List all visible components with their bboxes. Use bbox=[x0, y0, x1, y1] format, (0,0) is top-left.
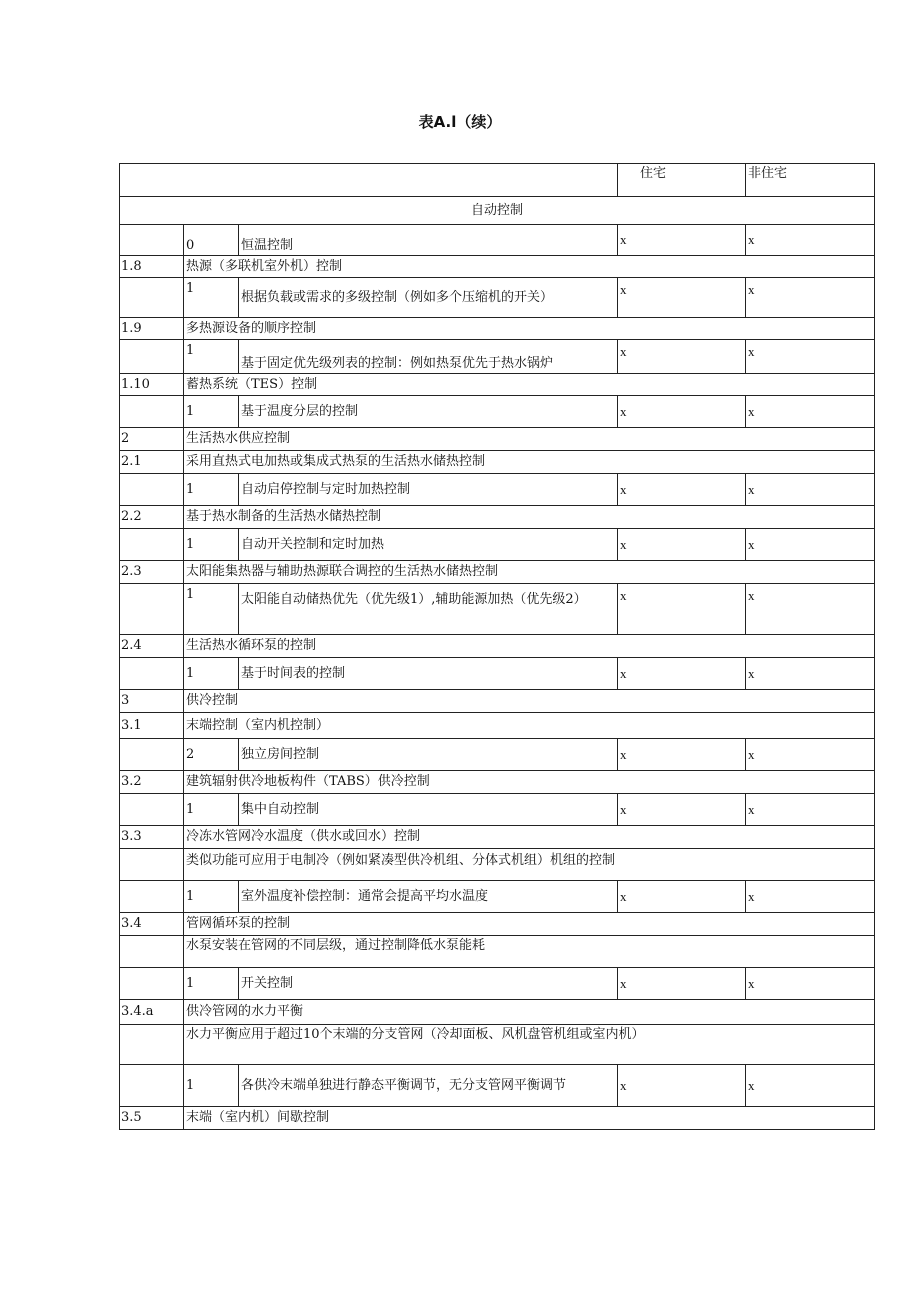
level-cell: 1 bbox=[184, 529, 239, 561]
table-row bbox=[120, 506, 875, 529]
section-number: 2.2 bbox=[120, 506, 184, 529]
level-cell: 1 bbox=[184, 474, 239, 506]
section-title: 建筑辐射供冷地板构件（TABS）供冷控制 bbox=[184, 771, 875, 794]
table-row bbox=[120, 256, 875, 278]
section-note: 水力平衡应用于超过10个末端的分支管网（冷却面板、风机盘管机组或室内机） bbox=[184, 1025, 875, 1065]
section-number: 2 bbox=[120, 428, 184, 451]
item-text: 太阳能自动储热优先（优先级1）,辅助能源加热（优先级2） bbox=[239, 584, 618, 635]
header-residential: 住宅 bbox=[618, 164, 746, 197]
table-row bbox=[120, 635, 875, 658]
section-number: 1.8 bbox=[120, 256, 184, 278]
table-row bbox=[120, 1025, 875, 1065]
item-text: 基于温度分层的控制 bbox=[239, 396, 618, 428]
non-residential-mark: x bbox=[746, 396, 875, 428]
table-row bbox=[120, 936, 875, 968]
table-row bbox=[120, 318, 875, 340]
header-blank bbox=[120, 164, 618, 197]
residential-mark: x bbox=[618, 529, 746, 561]
item-text: 根据负载或需求的多级控制（例如多个压缩机的开关） bbox=[239, 278, 618, 318]
section-title: 冷冻水管网冷水温度（供水或回水）控制 bbox=[184, 826, 875, 849]
header-row bbox=[120, 164, 875, 197]
residential-mark: x bbox=[618, 794, 746, 826]
table-row bbox=[120, 529, 875, 561]
section-number: 3.4.a bbox=[120, 1000, 184, 1025]
section-note: 水泵安装在管网的不同层级，通过控制降低水泵能耗 bbox=[184, 936, 875, 968]
table-row bbox=[120, 881, 875, 913]
section-title: 末端（室内机）间歇控制 bbox=[184, 1107, 875, 1130]
level-cell: 0 bbox=[184, 225, 239, 256]
section-number: 3.4 bbox=[120, 913, 184, 936]
non-residential-mark: x bbox=[746, 340, 875, 374]
non-residential-mark: x bbox=[746, 529, 875, 561]
section-title: 蓄热系统（TES）控制 bbox=[184, 374, 875, 396]
section-title: 末端控制（室内机控制） bbox=[184, 713, 875, 739]
table-row bbox=[120, 584, 875, 635]
residential-mark: x bbox=[618, 658, 746, 690]
section-number: 1.9 bbox=[120, 318, 184, 340]
section-row bbox=[120, 197, 875, 225]
non-residential-mark: x bbox=[746, 584, 875, 635]
section-title: 多热源设备的顺序控制 bbox=[184, 318, 875, 340]
level-cell: 1 bbox=[184, 584, 239, 635]
item-text: 室外温度补偿控制：通常会提高平均水温度 bbox=[239, 881, 618, 913]
non-residential-mark: x bbox=[746, 225, 875, 256]
level-cell: 1 bbox=[184, 1065, 239, 1107]
level-cell: 1 bbox=[184, 340, 239, 374]
section-title: 采用直热式电加热或集成式热泵的生活热水储热控制 bbox=[184, 451, 875, 474]
non-residential-mark: x bbox=[746, 474, 875, 506]
section-title: 基于热水制备的生活热水储热控制 bbox=[184, 506, 875, 529]
section-title: 生活热水供应控制 bbox=[184, 428, 875, 451]
non-residential-mark: x bbox=[746, 1065, 875, 1107]
table-row bbox=[120, 771, 875, 794]
table-row bbox=[120, 225, 875, 256]
residential-mark: x bbox=[618, 968, 746, 1000]
non-residential-mark: x bbox=[746, 968, 875, 1000]
table-row bbox=[120, 658, 875, 690]
residential-mark: x bbox=[618, 474, 746, 506]
residential-mark: x bbox=[618, 584, 746, 635]
table-row bbox=[120, 968, 875, 1000]
table-row bbox=[120, 713, 875, 739]
residential-mark: x bbox=[618, 278, 746, 318]
item-text: 独立房间控制 bbox=[239, 739, 618, 771]
item-text: 自动启停控制与定时加热控制 bbox=[239, 474, 618, 506]
control-table bbox=[119, 163, 875, 1130]
section-title: 太阳能集热器与辅助热源联合调控的生活热水储热控制 bbox=[184, 561, 875, 584]
table-row bbox=[120, 826, 875, 849]
item-text: 基于固定优先级列表的控制：例如热泵优先于热水锅炉 bbox=[239, 340, 618, 374]
table-row bbox=[120, 1107, 875, 1130]
residential-mark: x bbox=[618, 340, 746, 374]
table-row bbox=[120, 451, 875, 474]
non-residential-mark: x bbox=[746, 881, 875, 913]
item-text: 各供冷末端单独进行静态平衡调节，无分支管网平衡调节 bbox=[239, 1065, 618, 1107]
section-number: 2.4 bbox=[120, 635, 184, 658]
residential-mark: x bbox=[618, 396, 746, 428]
non-residential-mark: x bbox=[746, 658, 875, 690]
section-title: 供冷控制 bbox=[184, 690, 875, 713]
item-text: 基于时间表的控制 bbox=[239, 658, 618, 690]
table-row bbox=[120, 428, 875, 451]
level-cell: 1 bbox=[184, 396, 239, 428]
section-number: 3.1 bbox=[120, 713, 184, 739]
section-title: 生活热水循环泵的控制 bbox=[184, 635, 875, 658]
table-row bbox=[120, 1000, 875, 1025]
section-number: 2.3 bbox=[120, 561, 184, 584]
item-text: 恒温控制 bbox=[239, 225, 618, 256]
table-row bbox=[120, 690, 875, 713]
level-cell: 1 bbox=[184, 278, 239, 318]
header-non-residential: 非住宅 bbox=[746, 164, 875, 197]
non-residential-mark: x bbox=[746, 794, 875, 826]
table-row bbox=[120, 1065, 875, 1107]
table-row bbox=[120, 396, 875, 428]
section-number: 3.5 bbox=[120, 1107, 184, 1130]
section-number: 3.2 bbox=[120, 771, 184, 794]
level-cell: 2 bbox=[184, 739, 239, 771]
residential-mark: x bbox=[618, 881, 746, 913]
section-auto-control: 自动控制 bbox=[120, 197, 875, 225]
section-title: 供冷管网的水力平衡 bbox=[184, 1000, 875, 1025]
table-row bbox=[120, 374, 875, 396]
non-residential-mark: x bbox=[746, 278, 875, 318]
table-row bbox=[120, 278, 875, 318]
section-title: 热源（多联机室外机）控制 bbox=[184, 256, 875, 278]
residential-mark: x bbox=[618, 225, 746, 256]
residential-mark: x bbox=[618, 739, 746, 771]
item-text: 自动开关控制和定时加热 bbox=[239, 529, 618, 561]
table-row bbox=[120, 474, 875, 506]
table-row bbox=[120, 849, 875, 881]
table-row bbox=[120, 340, 875, 374]
section-number: 3.3 bbox=[120, 826, 184, 849]
section-number: 2.1 bbox=[120, 451, 184, 474]
section-number: 3 bbox=[120, 690, 184, 713]
section-number: 1.10 bbox=[120, 374, 184, 396]
item-text: 集中自动控制 bbox=[239, 794, 618, 826]
table-row bbox=[120, 913, 875, 936]
table-row bbox=[120, 561, 875, 584]
table-title: 表A.l（续） bbox=[418, 113, 502, 131]
item-text: 开关控制 bbox=[239, 968, 618, 1000]
level-cell: 1 bbox=[184, 968, 239, 1000]
section-note: 类似功能可应用于电制冷（例如紧凑型供冷机组、分体式机组）机组的控制 bbox=[184, 849, 875, 881]
non-residential-mark: x bbox=[746, 739, 875, 771]
table-row bbox=[120, 739, 875, 771]
table-row bbox=[120, 794, 875, 826]
residential-mark: x bbox=[618, 1065, 746, 1107]
section-title: 管网循环泵的控制 bbox=[184, 913, 875, 936]
level-cell: 1 bbox=[184, 881, 239, 913]
level-cell: 1 bbox=[184, 794, 239, 826]
level-cell: 1 bbox=[184, 658, 239, 690]
